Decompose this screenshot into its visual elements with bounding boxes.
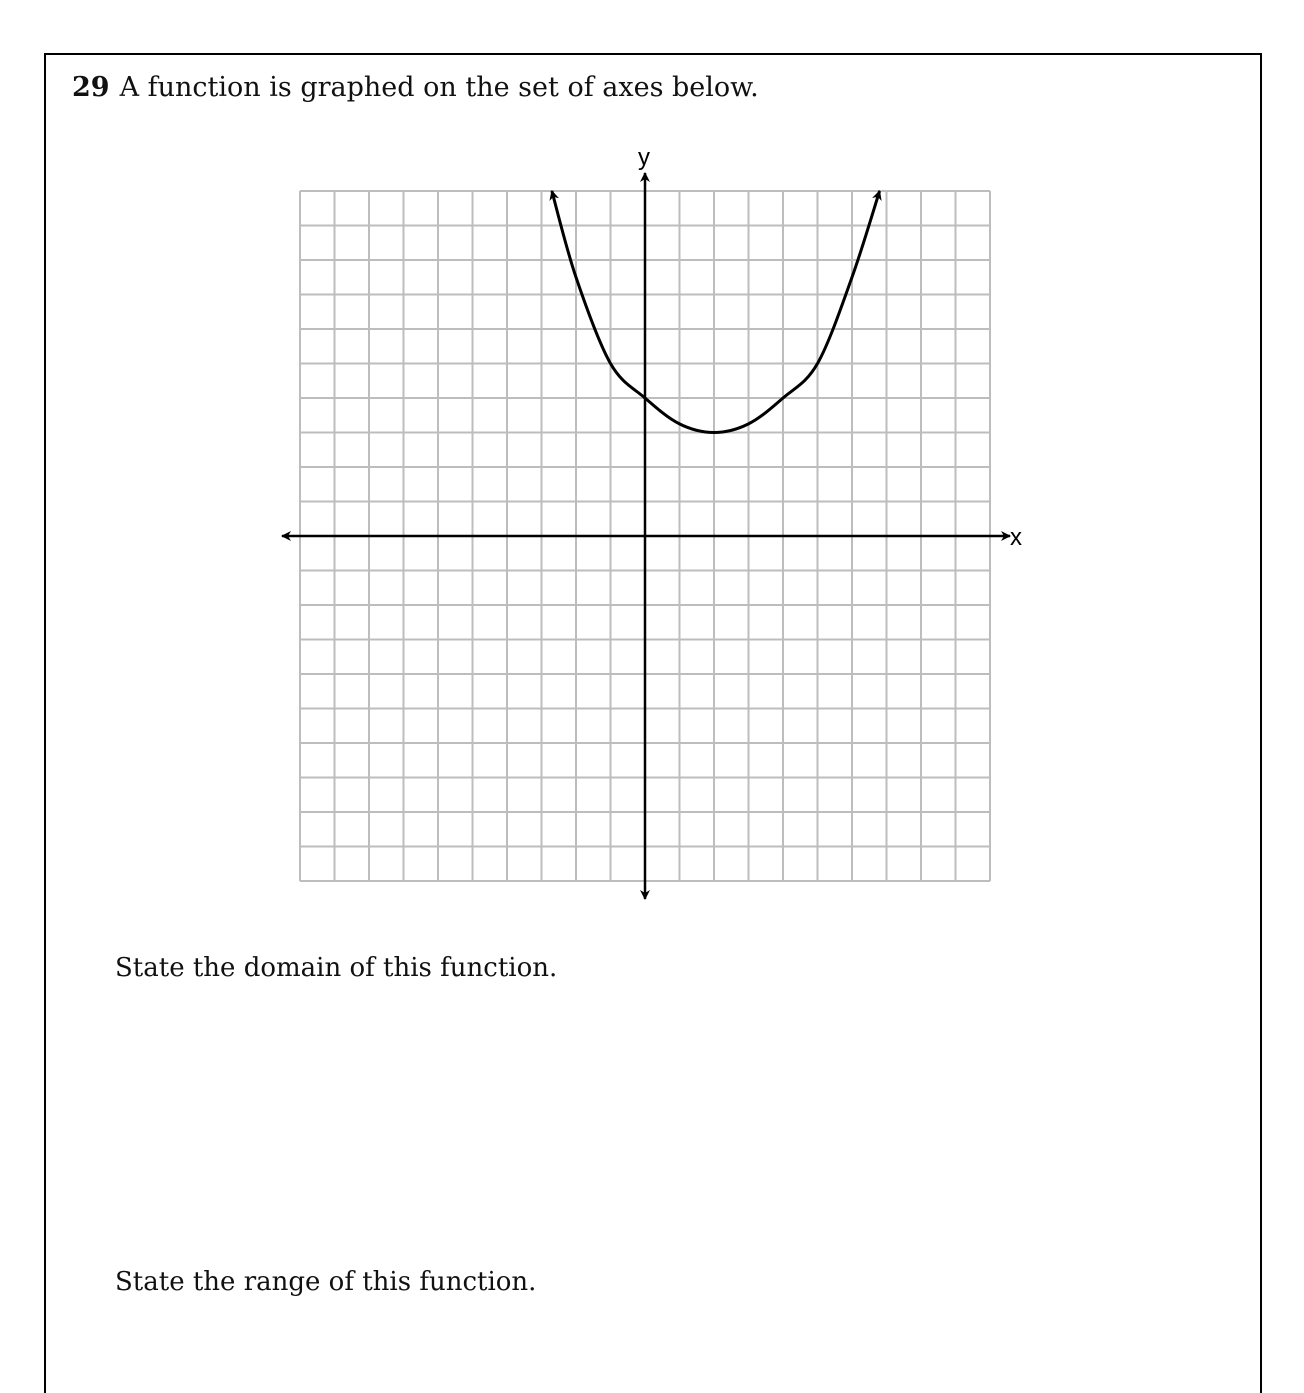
question-text: A function is graphed on the set of axes below. bbox=[119, 72, 759, 103]
x-axis-label: x bbox=[1010, 524, 1022, 551]
question-number: 29 bbox=[72, 72, 110, 103]
axes bbox=[282, 173, 1010, 899]
range-prompt: State the range of this function. bbox=[115, 1267, 537, 1297]
function-curve bbox=[552, 191, 880, 433]
y-axis-label: y bbox=[638, 144, 650, 171]
domain-prompt: State the domain of this function. bbox=[115, 953, 558, 983]
